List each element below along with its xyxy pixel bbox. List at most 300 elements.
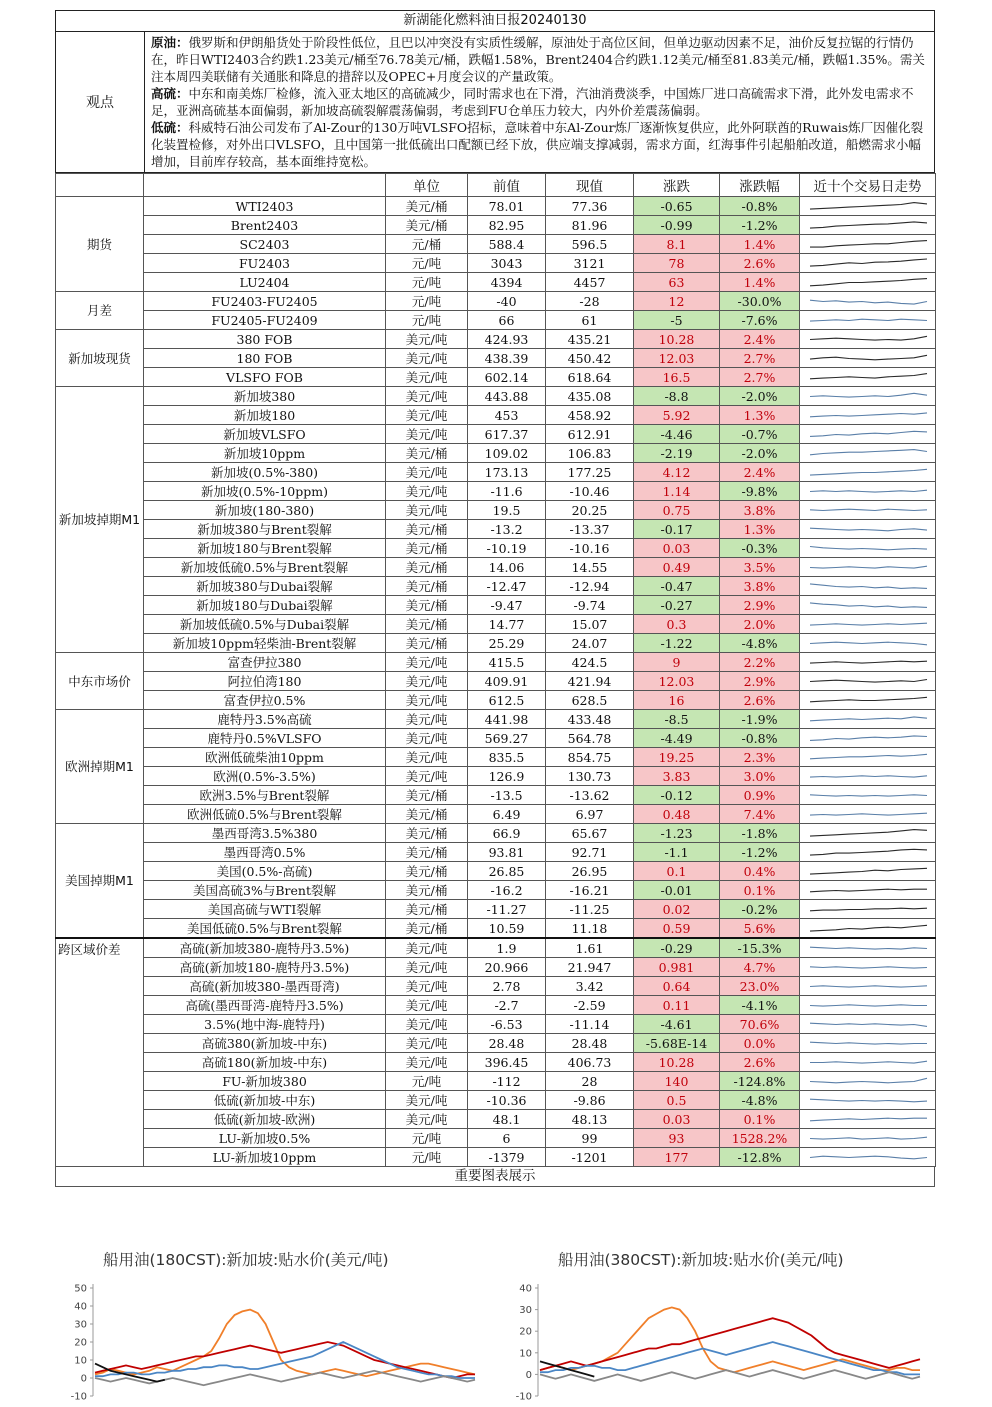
trend-line	[810, 735, 927, 740]
row-trend	[800, 1072, 936, 1091]
row-unit: 元/吨	[386, 1072, 468, 1091]
trend-sparkline	[802, 787, 936, 804]
row-curr: 106.83	[546, 444, 634, 463]
series-line	[540, 1361, 594, 1376]
row-name: 欧洲低硫0.5%与Brent裂解	[144, 805, 386, 824]
group-label: 期货	[56, 197, 144, 292]
trend-sparkline	[802, 1073, 936, 1090]
row-prev: -16.2	[468, 881, 546, 900]
row-name: 低硫(新加坡-欧洲)	[144, 1110, 386, 1129]
row-change: 19.25	[634, 748, 720, 767]
row-name: 新加坡10ppm轻柴油-Brent裂解	[144, 634, 386, 653]
row-trend	[800, 311, 936, 330]
trend-sparkline	[802, 198, 936, 215]
y-tick-label: 0	[80, 1373, 87, 1385]
row-trend	[800, 501, 936, 520]
trend-sparkline	[802, 730, 936, 747]
row-name: 阿拉伯湾180	[144, 672, 386, 691]
row-curr: 177.25	[546, 463, 634, 482]
group-label: 欧洲掉期M1	[56, 710, 144, 824]
row-prev: 424.93	[468, 330, 546, 349]
row-unit: 元/吨	[386, 273, 468, 292]
view-section	[55, 31, 935, 173]
row-prev: 569.27	[468, 729, 546, 748]
trend-line	[810, 623, 927, 625]
row-curr: -11.14	[546, 1015, 634, 1034]
row-unit: 美元/吨	[386, 1110, 468, 1129]
row-name: VLSFO FOB	[144, 368, 386, 387]
row-unit: 美元/桶	[386, 520, 468, 539]
row-change-pct: -30.0%	[720, 292, 800, 311]
row-unit: 美元/吨	[386, 729, 468, 748]
row-trend	[800, 824, 936, 843]
trend-sparkline	[802, 616, 936, 633]
row-change-pct: 1.3%	[720, 406, 800, 425]
row-prev: -13.5	[468, 786, 546, 805]
row-trend	[800, 938, 936, 958]
trend-line	[810, 775, 927, 776]
row-change-pct: -0.2%	[720, 900, 800, 919]
row-trend	[800, 273, 936, 292]
row-prev: -112	[468, 1072, 546, 1091]
table-row	[56, 273, 936, 292]
row-change: -1.1	[634, 843, 720, 862]
row-change: -0.47	[634, 577, 720, 596]
trend-sparkline	[802, 806, 936, 823]
row-curr: 3121	[546, 254, 634, 273]
table-row	[56, 292, 936, 311]
row-trend	[800, 862, 936, 881]
row-prev: 109.02	[468, 444, 546, 463]
row-unit: 美元/桶	[386, 615, 468, 634]
row-unit: 美元/桶	[386, 539, 468, 558]
row-change: -1.23	[634, 824, 720, 843]
row-curr: 424.5	[546, 653, 634, 672]
table-row	[56, 254, 936, 273]
row-name: 高硫(墨西哥湾-鹿特丹3.5%)	[144, 996, 386, 1015]
row-change-pct: -2.0%	[720, 444, 800, 463]
row-unit: 美元/桶	[386, 881, 468, 900]
row-prev: 453	[468, 406, 546, 425]
table-row	[56, 501, 936, 520]
row-change-pct: 0.4%	[720, 862, 800, 881]
group-label: 新加坡掉期M1	[56, 387, 144, 653]
price-table	[55, 173, 936, 1167]
trend-sparkline	[802, 635, 936, 652]
row-trend	[800, 996, 936, 1015]
row-prev: 93.81	[468, 843, 546, 862]
row-trend	[800, 1015, 936, 1034]
row-change-pct: -15.3%	[720, 938, 800, 958]
row-prev: 10.59	[468, 919, 546, 939]
row-curr: 435.08	[546, 387, 634, 406]
row-prev: 602.14	[468, 368, 546, 387]
row-change: 140	[634, 1072, 720, 1091]
row-change: 0.02	[634, 900, 720, 919]
header-chg: 涨跌	[634, 174, 720, 197]
trend-line	[810, 868, 927, 874]
trend-line	[810, 240, 927, 247]
row-trend	[800, 900, 936, 919]
row-prev: -9.47	[468, 596, 546, 615]
row-change-pct: -12.8%	[720, 1148, 800, 1167]
trend-sparkline	[802, 1054, 936, 1071]
row-prev: -6.53	[468, 1015, 546, 1034]
row-change-pct: -124.8%	[720, 1072, 800, 1091]
row-curr: 20.25	[546, 501, 634, 520]
row-change-pct: 5.6%	[720, 919, 800, 939]
table-row	[56, 387, 936, 406]
row-curr: 3.42	[546, 977, 634, 996]
row-name: 欧洲3.5%与Brent裂解	[144, 786, 386, 805]
row-curr: -10.16	[546, 539, 634, 558]
group-label: 中东市场价	[56, 653, 144, 710]
chart-panel-380cst	[500, 1238, 930, 1403]
row-change: 0.48	[634, 805, 720, 824]
row-change-pct: 1.4%	[720, 273, 800, 292]
row-unit: 美元/吨	[386, 996, 468, 1015]
row-trend	[800, 292, 936, 311]
trend-line	[810, 925, 927, 931]
trend-sparkline	[802, 312, 936, 329]
row-prev: 78.01	[468, 197, 546, 216]
header-curr: 现值	[546, 174, 634, 197]
row-unit: 美元/吨	[386, 501, 468, 520]
header-trend: 近十个交易日走势	[800, 174, 936, 197]
trend-line	[810, 412, 927, 416]
row-unit: 美元/桶	[386, 824, 468, 843]
row-trend	[800, 1053, 936, 1072]
trend-line	[810, 794, 927, 795]
row-name: FU2403	[144, 254, 386, 273]
trend-sparkline	[802, 350, 936, 367]
row-change: 12.03	[634, 349, 720, 368]
group-label: 美国掉期M1	[56, 824, 144, 939]
row-change: -5.68E-14	[634, 1034, 720, 1053]
trend-sparkline	[802, 768, 936, 785]
row-unit: 美元/吨	[386, 387, 468, 406]
row-trend	[800, 482, 936, 501]
row-unit: 美元/桶	[386, 862, 468, 881]
row-change: 0.64	[634, 977, 720, 996]
table-row	[56, 197, 936, 216]
row-curr: -9.74	[546, 596, 634, 615]
row-name: 高硫380(新加坡-中东)	[144, 1034, 386, 1053]
row-unit: 美元/吨	[386, 330, 468, 349]
row-change-pct: -1.9%	[720, 710, 800, 729]
trend-sparkline	[802, 559, 936, 576]
header-pct: 涨跌幅	[720, 174, 800, 197]
row-name: 新加坡180	[144, 406, 386, 425]
trend-sparkline	[802, 274, 936, 291]
view-crude: 原油：俄罗斯和伊朗船货处于阶段性低位，且巴以冲突没有实质性缓解，原油处于高位区间，但单边驱动因素不足，油价反复拉锯的行情仍在，昨日WTI2403合约跌1.23美元/桶至76.78美元/桶，跌幅1.58%，Brent2404合约跌1.12美元/桶至81.83美元/桶，跌幅1.35%。需关注本周四美联储有关通胀和降息的措辞以及OPEC+月度会议的产量政策。	[151, 35, 925, 84]
row-name: 富查伊拉380	[144, 653, 386, 672]
row-change: -0.12	[634, 786, 720, 805]
row-prev: 617.37	[468, 425, 546, 444]
row-prev: 441.98	[468, 710, 546, 729]
row-change-pct: 0.9%	[720, 786, 800, 805]
trend-line	[810, 716, 927, 720]
row-name: 新加坡低硫0.5%与Dubai裂解	[144, 615, 386, 634]
trend-line	[810, 661, 927, 663]
row-change-pct: 7.4%	[720, 805, 800, 824]
row-name: 高硫180(新加坡-中东)	[144, 1053, 386, 1072]
row-prev: 6	[468, 1129, 546, 1148]
row-unit: 美元/吨	[386, 977, 468, 996]
trend-sparkline	[802, 407, 936, 424]
trend-line	[810, 849, 927, 855]
trend-line	[810, 319, 927, 321]
view-low-sulfur: 低硫：科威特石油公司发布了Al-Zour的130万吨VLSFO招标，意味着中东Al-Zour炼厂逐渐恢复供应，此外阿联酋的Ruwais炼厂因催化裂化装置检修，对外出口VLSFO，且中国第一批低硫出口配额已经下放，供应端支撑减弱，需求方面，红海事件引起船舶改道，船燃需求小幅增加，目前库存较高，基本面维持宽松。	[151, 120, 924, 169]
row-change: 0.49	[634, 558, 720, 577]
trend-sparkline	[802, 217, 936, 234]
row-name: 180 FOB	[144, 349, 386, 368]
row-change-pct: 0.0%	[720, 1034, 800, 1053]
row-change-pct: -2.0%	[720, 387, 800, 406]
row-curr: 11.18	[546, 919, 634, 939]
row-trend	[800, 786, 936, 805]
y-tick-label: 20	[74, 1337, 87, 1349]
row-name: 380 FOB	[144, 330, 386, 349]
trend-sparkline	[802, 1092, 936, 1109]
row-change-pct: 2.4%	[720, 463, 800, 482]
row-prev: -12.47	[468, 577, 546, 596]
trend-line	[810, 336, 927, 340]
row-change-pct: -7.6%	[720, 311, 800, 330]
row-trend	[800, 1034, 936, 1053]
row-change: -0.29	[634, 938, 720, 958]
row-curr: -16.21	[546, 881, 634, 900]
trend-line	[810, 679, 927, 682]
row-trend	[800, 1110, 936, 1129]
row-curr: 435.21	[546, 330, 634, 349]
row-prev: 126.9	[468, 767, 546, 786]
row-unit: 美元/桶	[386, 634, 468, 653]
table-row	[56, 311, 936, 330]
row-curr: 48.13	[546, 1110, 634, 1129]
row-change: 0.1	[634, 862, 720, 881]
row-curr: 21.947	[546, 958, 634, 977]
trend-sparkline	[802, 578, 936, 595]
trend-line	[810, 300, 927, 304]
trend-sparkline	[802, 331, 936, 348]
row-trend	[800, 463, 936, 482]
trend-sparkline	[802, 502, 936, 519]
y-tick-label: 30	[519, 1305, 532, 1317]
row-change: 3.83	[634, 767, 720, 786]
row-change: -2.19	[634, 444, 720, 463]
trend-sparkline	[802, 483, 936, 500]
row-change-pct: -9.8%	[720, 482, 800, 501]
row-change-pct: 2.6%	[720, 691, 800, 710]
table-row	[56, 1110, 936, 1129]
row-prev: 1.9	[468, 938, 546, 958]
row-trend	[800, 881, 936, 900]
trend-line	[810, 947, 927, 949]
table-row	[56, 1053, 936, 1072]
trend-sparkline	[802, 997, 936, 1014]
row-change-pct: 2.4%	[720, 330, 800, 349]
row-trend	[800, 1091, 936, 1110]
row-trend	[800, 977, 936, 996]
row-prev: 409.91	[468, 672, 546, 691]
y-tick-label: -10	[515, 1391, 532, 1403]
row-change: 0.59	[634, 919, 720, 939]
row-change: 93	[634, 1129, 720, 1148]
row-curr: 421.94	[546, 672, 634, 691]
row-unit: 美元/吨	[386, 1034, 468, 1053]
row-change: 12	[634, 292, 720, 311]
row-trend	[800, 691, 936, 710]
table-row	[56, 824, 936, 843]
row-change-pct: -0.7%	[720, 425, 800, 444]
row-unit: 美元/吨	[386, 482, 468, 501]
row-prev: -13.2	[468, 520, 546, 539]
row-unit: 美元/桶	[386, 577, 468, 596]
row-unit: 元/吨	[386, 1148, 468, 1167]
row-change: 0.3	[634, 615, 720, 634]
row-change-pct: -1.8%	[720, 824, 800, 843]
row-name: 高硫(新加坡380-鹿特丹3.5%)	[144, 938, 386, 958]
row-name: 低硫(新加坡-中东)	[144, 1091, 386, 1110]
row-prev: 4394	[468, 273, 546, 292]
trend-line	[810, 754, 927, 759]
table-row	[56, 235, 936, 254]
row-change: 0.03	[634, 1110, 720, 1129]
trend-sparkline	[802, 978, 936, 995]
row-change-pct: -1.2%	[720, 216, 800, 235]
charts-section-title: 重要图表展示	[55, 1167, 935, 1187]
row-change: -4.49	[634, 729, 720, 748]
y-tick-label: 30	[74, 1319, 87, 1331]
y-tick-label: 10	[74, 1355, 87, 1367]
row-change: 5.92	[634, 406, 720, 425]
row-trend	[800, 615, 936, 634]
trend-line	[810, 602, 927, 607]
row-curr: 612.91	[546, 425, 634, 444]
table-row	[56, 1148, 936, 1167]
row-unit: 美元/桶	[386, 900, 468, 919]
row-unit: 美元/桶	[386, 197, 468, 216]
row-prev: 415.5	[468, 653, 546, 672]
row-unit: 美元/桶	[386, 558, 468, 577]
row-prev: 26.85	[468, 862, 546, 881]
row-change: 10.28	[634, 330, 720, 349]
table-row	[56, 862, 936, 881]
row-trend	[800, 558, 936, 577]
row-name: 3.5%(地中海-鹿特丹)	[144, 1015, 386, 1034]
row-unit: 美元/桶	[386, 444, 468, 463]
row-curr: 28.48	[546, 1034, 634, 1053]
row-change-pct: -0.8%	[720, 197, 800, 216]
table-row	[56, 748, 936, 767]
trend-line	[810, 642, 927, 645]
row-change: -4.46	[634, 425, 720, 444]
row-unit: 美元/吨	[386, 368, 468, 387]
trend-line	[810, 355, 927, 360]
view-label: 观点	[56, 32, 145, 172]
row-curr: 26.95	[546, 862, 634, 881]
row-prev: 588.4	[468, 235, 546, 254]
row-curr: 28	[546, 1072, 634, 1091]
table-row	[56, 1129, 936, 1148]
trend-line	[810, 259, 927, 266]
row-change: 0.5	[634, 1091, 720, 1110]
row-change: 9	[634, 653, 720, 672]
row-change-pct: -0.3%	[720, 539, 800, 558]
row-change-pct: 2.9%	[720, 672, 800, 691]
table-row	[56, 330, 936, 349]
row-unit: 美元/吨	[386, 691, 468, 710]
row-curr: 130.73	[546, 767, 634, 786]
row-trend	[800, 843, 936, 862]
table-row	[56, 767, 936, 786]
table-row	[56, 691, 936, 710]
row-unit: 元/吨	[386, 292, 468, 311]
row-name: 新加坡低硫0.5%与Brent裂解	[144, 558, 386, 577]
trend-sparkline	[802, 844, 936, 861]
row-curr: 1.61	[546, 938, 634, 958]
row-curr: -13.62	[546, 786, 634, 805]
row-name: 欧洲(0.5%-3.5%)	[144, 767, 386, 786]
row-change-pct: 2.7%	[720, 368, 800, 387]
trend-sparkline	[802, 255, 936, 272]
row-name: 新加坡380与Dubai裂解	[144, 577, 386, 596]
row-name: 鹿特丹3.5%高硫	[144, 710, 386, 729]
row-change: 16	[634, 691, 720, 710]
row-prev: 2.78	[468, 977, 546, 996]
series-line	[540, 1318, 920, 1370]
row-trend	[800, 653, 936, 672]
row-unit: 美元/桶	[386, 919, 468, 939]
row-curr: -1201	[546, 1148, 634, 1167]
row-name: 新加坡(0.5%-10ppm)	[144, 482, 386, 501]
row-trend	[800, 539, 936, 558]
row-prev: 3043	[468, 254, 546, 273]
row-curr: 854.75	[546, 748, 634, 767]
row-trend	[800, 748, 936, 767]
chart-title-380cst: 船用油(380CST):新加坡:贴水价(美元/吨)	[558, 1251, 844, 1269]
table-header-row	[56, 174, 936, 197]
row-change: -0.01	[634, 881, 720, 900]
table-row	[56, 406, 936, 425]
trend-line	[810, 1042, 927, 1044]
row-unit: 元/吨	[386, 1129, 468, 1148]
row-curr: 433.48	[546, 710, 634, 729]
row-unit: 美元/吨	[386, 425, 468, 444]
row-name: Brent2403	[144, 216, 386, 235]
trend-sparkline	[802, 464, 936, 481]
trend-line	[810, 889, 927, 892]
row-change-pct: -4.8%	[720, 634, 800, 653]
table-row	[56, 1034, 936, 1053]
row-unit: 美元/吨	[386, 938, 468, 958]
row-change: 8.1	[634, 235, 720, 254]
row-name: 新加坡180与Brent裂解	[144, 539, 386, 558]
group-label: 跨区域价差	[56, 938, 144, 1167]
row-trend	[800, 387, 936, 406]
row-change: -0.65	[634, 197, 720, 216]
table-row	[56, 977, 936, 996]
row-trend	[800, 672, 936, 691]
row-change: -1.22	[634, 634, 720, 653]
trend-line	[810, 528, 927, 531]
chart-title-180cst: 船用油(180CST):新加坡:贴水价(美元/吨)	[103, 1251, 389, 1269]
row-name: LU-新加坡0.5%	[144, 1129, 386, 1148]
row-prev: 82.95	[468, 216, 546, 235]
row-prev: -40	[468, 292, 546, 311]
trend-sparkline	[802, 1035, 936, 1052]
